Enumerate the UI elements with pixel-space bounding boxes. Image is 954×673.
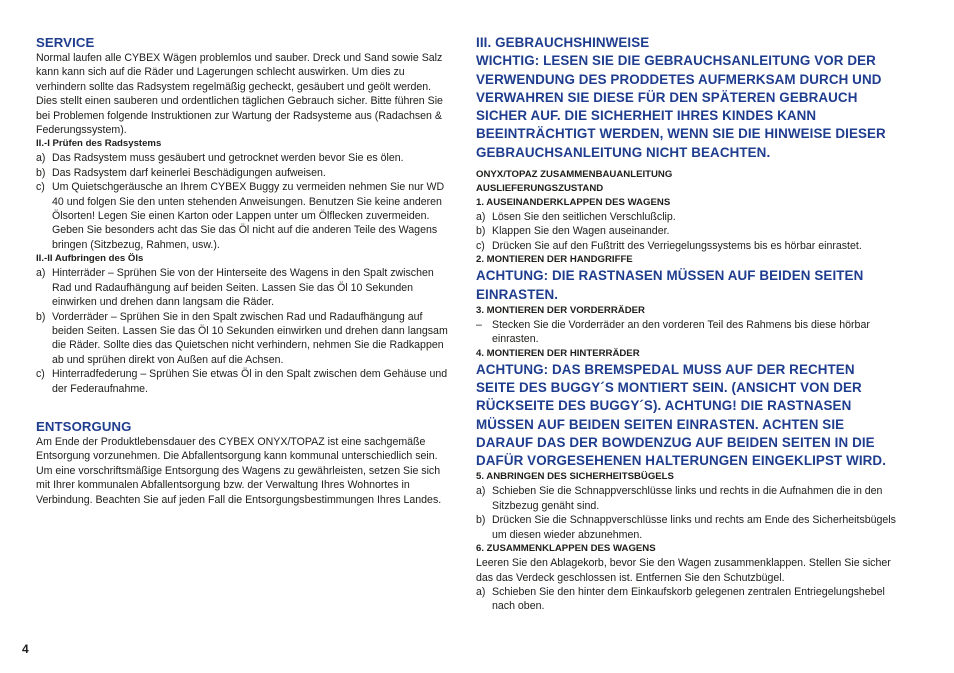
list-item <box>36 310 454 368</box>
list-marker: c) <box>36 368 45 381</box>
step1-heading: 1. AUSEINANDERKLAPPEN DES WAGENS <box>476 197 671 209</box>
step2-heading: 2. MONTIEREN DER HANDGRIFFE <box>476 254 633 266</box>
important-warning: WICHTIG: LESEN SIE DIE GEBRAUCHSANLEITUNG VOR DER VERWENDUNG DES PRODDETES AUFMERKSAM DURCH UND VERWAHREN SIE DIESE FÜR DEN SPÄTEREN GEBRAUCH SICHER AUF. DIE SICHERHEIT IHRES KINDES KANN BEEINTRÄCHTIGT WERDEN, WENN SIE DIE HINWEISE DIESER GEBRAUCHSANLEITUNG NICHT BEACHTEN. <box>476 53 886 160</box>
list-item <box>476 239 896 253</box>
list-marker: a) <box>36 152 46 165</box>
check-wheels-subheading: II.-I Prüfen des Radsystems <box>36 138 162 150</box>
list-text: Um Quietschgeräusche an Ihrem CYBEX Buggy zu vermeiden nehmen Sie nur WD 40 und folgen Sie den unten stehenden Anweisungen. Benutzen Sie keine anderen Ölsorten! Legen Sie einen Karton oder Lappen unter um Ölflecken zuvermeiden. Geben Sie besonders acht das Sie das Öl nicht auf die anderen Teile des Wagens bringen (Sitzbezug, Rahmen, usw.). <box>52 181 445 251</box>
list-text: Hinterräder – Sprühen Sie von der Hinterseite des Wagens in den Spalt zwischen Rad und Radaufhängung auf beiden Seiten. Lassen Sie das Öl 10 Sekunden einwirken und drehen dann langsam die Räder. <box>52 267 434 309</box>
list-text: Stecken Sie die Vorderräder an den vorderen Teil des Rahmens bis diese hörbar einrasten. <box>492 318 870 346</box>
list-item <box>476 210 896 224</box>
list-text: Schieben Sie die Schnappverschlüsse links und rechts in die Aufnahmen die in den Sitzbezug genäht sind. <box>492 485 883 512</box>
list-text: Drücken Sie die Schnappverschlüsse links und rechts am Ende des Sicherheitsbügels um diesen wieder abzunehmen. <box>492 514 896 541</box>
list-marker: a) <box>476 485 486 498</box>
delivery-state-heading: AUSLIEFERUNGSZUSTAND <box>476 183 604 195</box>
disposal-heading: ENTSORGUNG <box>36 418 132 434</box>
assembly-heading: ONYX/TOPAZ ZUSAMMENBAUANLEITUNG <box>476 169 673 181</box>
step5-list <box>476 484 896 542</box>
list-marker: – <box>476 318 482 331</box>
list-item <box>476 318 896 347</box>
list-marker: b) <box>36 166 46 179</box>
list-text: Das Radsystem darf keinerlei Beschädigungen aufweisen. <box>52 166 326 179</box>
step6-list <box>476 585 896 614</box>
list-item <box>36 180 454 252</box>
list-item <box>36 367 454 396</box>
service-heading: SERVICE <box>36 35 95 50</box>
step4-warning: ACHTUNG: DAS BREMSPEDAL MUSS AUF DER RECHTEN SEITE DES BUGGY´S MONTIERT SEIN. (ANSICHT VON DER RÜCKSEITE DES BUGGY´S). ACHTUNG! DIE RASTNASEN MÜSSEN AUF BEIDEN SEITEN EINRASTEN. ACHTEN SIE DARAUF DAS DER BOWDENZUG AUF BEIDEN SEITEN IN DIE DAFÜR VORGESEHENEN HALTERUNGEN EINGEKLIPST WIRD. <box>476 361 887 469</box>
list-item <box>36 151 454 165</box>
service-paragraph: Normal laufen alle CYBEX Wägen problemlos und sauber. Dreck und Sand sowie Salz kann kann sich auf die Räder und Lagerungen schlecht auswirken. Um dies zu verhindern sollte das Radsystem regelmäßig gecheckt, gesäubert und geölt werden. Dies stellt einen sauberen und ordentlichen täglichen Gebrauch sicher. Bitte führen Sie bei Problemen folgende Instruktionen zur Wartung der Radsysteme aus (Radachsen & Federungssystem). <box>36 52 443 137</box>
list-item <box>476 224 896 238</box>
apply-oil-list <box>36 266 454 396</box>
list-text: Lösen Sie den seitlichen Verschlußclip. <box>492 211 676 224</box>
step3-heading: 3. MONTIEREN DER VORDERRÄDER <box>476 304 645 316</box>
apply-oil-subheading: II.-II Aufbringen des Öls <box>36 253 144 265</box>
list-marker: b) <box>476 514 486 527</box>
list-marker: b) <box>476 225 486 238</box>
list-marker: a) <box>476 585 486 598</box>
list-item <box>36 266 454 309</box>
left-column <box>36 34 454 507</box>
right-column <box>476 34 896 614</box>
step6-heading: 6. ZUSAMMENKLAPPEN DES WAGENS <box>476 543 656 555</box>
disposal-paragraph: Am Ende der Produktlebensdauer des CYBEX ONYX/TOPAZ ist eine sachgemäße Entsorgung vorzunehmen. Die Abfallentsorgung kann kommunal unterschiedlich sein. Um eine vorschriftsmäßige Entsorgung des Wagens zu gewährleisten, setzen Sie sich mit Ihrer kommunalen Abfallentsorgung bzw. der Verwaltung Ihres Wohnortes in Verbindung. Beachten Sie auf jeden Fall die Entsorgungsbestimmungen Ihres Landes. <box>36 435 442 506</box>
step5-heading: 5. ANBRINGEN DES SICHERHEITSBÜGELS <box>476 471 674 483</box>
list-marker: b) <box>36 310 46 323</box>
list-text: Schieben Sie den hinter dem Einkaufskorb gelegenen zentralen Entriegelungshebel nach oben. <box>492 585 885 613</box>
page-number: 4 <box>22 642 29 656</box>
list-item <box>476 513 896 542</box>
list-text: Hinterradfederung – Sprühen Sie etwas Öl in den Spalt zwischen dem Gehäuse und der Federaufnahme. <box>52 368 448 395</box>
step6-paragraph: Leeren Sie den Ablagekorb, bevor Sie den Wagen zusammenklappen. Stellen Sie sicher das das Verdeck geschlossen ist. Entfernen Sie den Schutzbügel. <box>476 557 891 584</box>
step3-list <box>476 318 896 347</box>
step2-warning: ACHTUNG: DIE RASTNASEN MÜSSEN AUF BEIDEN SEITEN EINRASTEN. <box>476 268 864 302</box>
list-item <box>476 484 896 513</box>
list-text: Drücken Sie auf den Fußtritt des Verriegelungssystems bis es hörbar einrastet. <box>492 239 862 252</box>
check-wheels-list <box>36 151 454 252</box>
list-marker: c) <box>36 181 45 194</box>
list-marker: c) <box>476 239 485 252</box>
usage-heading: III. GEBRAUCHSHINWEISE <box>476 35 650 50</box>
list-item <box>476 585 896 614</box>
step4-heading: 4. MONTIEREN DER HINTERRÄDER <box>476 347 640 359</box>
list-marker: a) <box>476 211 486 224</box>
list-text: Klappen Sie den Wagen auseinander. <box>492 225 670 238</box>
step1-list <box>476 210 896 253</box>
list-marker: a) <box>36 267 46 280</box>
list-text: Vorderräder – Sprühen Sie in den Spalt zwischen Rad und Radaufhängung auf beiden Seiten. Lassen Sie das Öl 10 Sekunden einwirken und drehen dann langsam die Räder. Sollte dies das Quietschen nicht verhindern, nehmen Sie die Radkappen ab und sprühen direkt von Außen auf die Achsen. <box>52 310 448 366</box>
list-item <box>36 166 454 180</box>
list-text: Das Radsystem muss gesäubert und getrocknet werden bevor Sie es ölen. <box>52 152 404 165</box>
